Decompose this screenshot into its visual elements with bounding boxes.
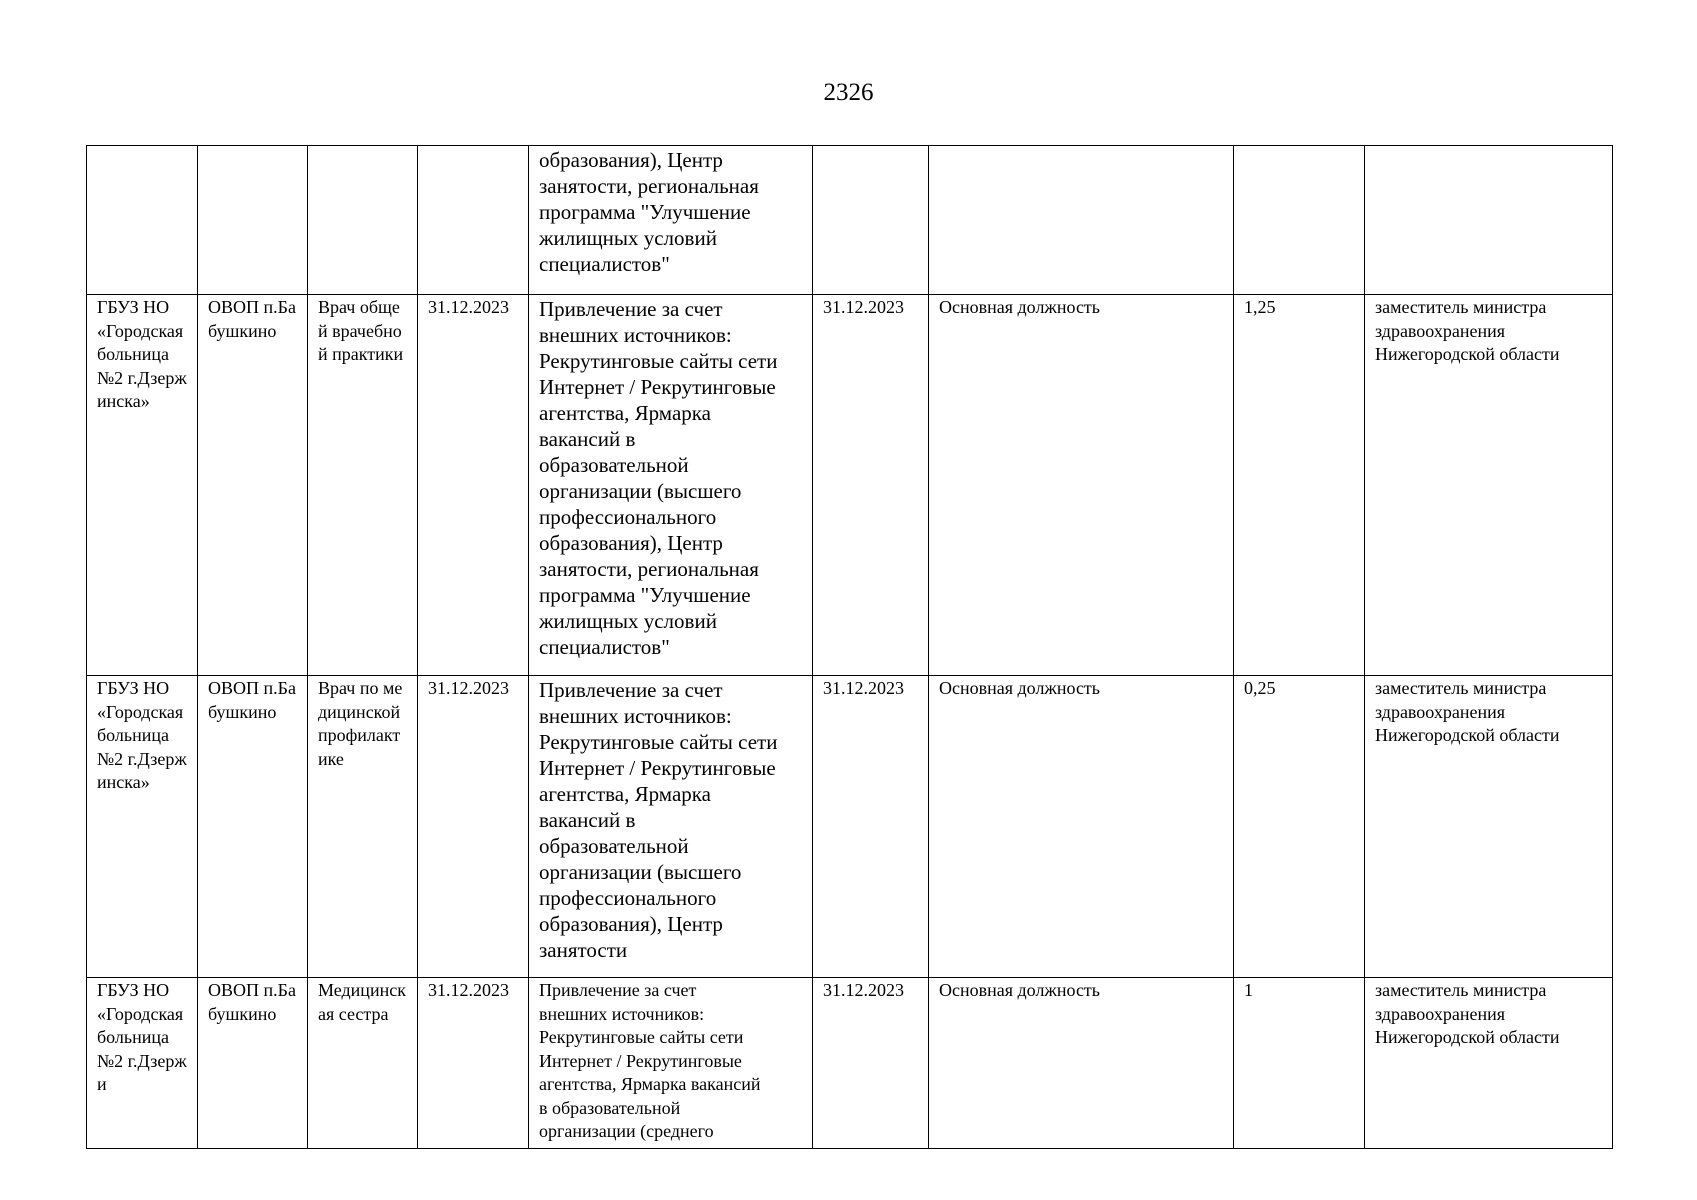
method-line: Рекрутинговые сайты сети bbox=[539, 730, 778, 754]
unit-cell bbox=[198, 146, 308, 295]
method-line: образовательной bbox=[539, 834, 689, 858]
position-type-cell: Основная должность bbox=[929, 978, 1234, 1149]
responsible-cell: заместитель министра здравоохранения Нижегородской области bbox=[1365, 676, 1613, 978]
target-date-cell bbox=[813, 146, 929, 295]
method-line: агентства, Ярмарка bbox=[539, 401, 711, 425]
method-line: образования), Центр bbox=[539, 531, 723, 555]
table-row bbox=[87, 146, 1613, 295]
method-line: агентства, Ярмарка вакансий bbox=[539, 1074, 761, 1094]
method-line: внешних источников: bbox=[539, 1003, 705, 1024]
position-type-cell bbox=[929, 146, 1234, 295]
method-line: Интернет / Рекрутинговые bbox=[539, 1050, 742, 1071]
method-line: вакансий в bbox=[539, 808, 636, 832]
method-line: организации (высшего bbox=[539, 479, 742, 503]
method-line: программа "Улучшение bbox=[539, 200, 751, 224]
organization-cell: ГБУЗ НО «Городская больница №2 г.Дзержинска» bbox=[87, 295, 198, 676]
method-line: Привлечение за счет bbox=[539, 297, 723, 321]
rate-cell: 1 bbox=[1234, 978, 1365, 1149]
recruitment-method-cell bbox=[529, 676, 813, 978]
method-line: профессионального bbox=[539, 886, 717, 910]
method-line: профессионального bbox=[539, 505, 717, 529]
rate-cell bbox=[1234, 146, 1365, 295]
method-line: специалистов" bbox=[539, 635, 670, 659]
rate-cell: 0,25 bbox=[1234, 676, 1365, 978]
deadline-cell: 31.12.2023 bbox=[418, 676, 529, 978]
method-line: образовательной bbox=[539, 453, 689, 477]
deadline-cell: 31.12.2023 bbox=[418, 978, 529, 1149]
method-line: жилищных условий bbox=[539, 226, 717, 250]
organization-cell: ГБУЗ НО «Городская больница №2 г.Дзержинска» bbox=[87, 676, 198, 978]
target-date-cell: 31.12.2023 bbox=[813, 295, 929, 676]
target-date-cell: 31.12.2023 bbox=[813, 978, 929, 1149]
method-line: Интернет / Рекрутинговые bbox=[539, 375, 776, 399]
target-date-cell: 31.12.2023 bbox=[813, 676, 929, 978]
table-row bbox=[87, 676, 1613, 978]
method-line: вакансий в bbox=[539, 427, 636, 451]
recruitment-method-cell bbox=[529, 146, 813, 295]
position-type-cell: Основная должность bbox=[929, 295, 1234, 676]
method-line: Рекрутинговые сайты сети bbox=[539, 1027, 744, 1047]
method-line: агентства, Ярмарка bbox=[539, 782, 711, 806]
method-line: Интернет / Рекрутинговые bbox=[539, 756, 776, 780]
method-line: Рекрутинговые сайты сети bbox=[539, 349, 778, 373]
position-cell: Врач по медицинской профилактике bbox=[308, 676, 418, 978]
responsible-cell: заместитель министра здравоохранения Нижегородской области bbox=[1365, 978, 1613, 1149]
deadline-cell bbox=[418, 146, 529, 295]
method-line: образования), Центр bbox=[539, 912, 723, 936]
table-row bbox=[87, 295, 1613, 676]
method-line: Привлечение за счет bbox=[539, 980, 697, 1000]
position-cell bbox=[308, 146, 418, 295]
method-line: занятости, региональная bbox=[539, 174, 759, 198]
page-number: 2326 bbox=[823, 79, 874, 106]
method-line: Привлечение за счет bbox=[539, 678, 723, 702]
method-line: внешних источников: bbox=[539, 704, 732, 728]
rate-cell: 1,25 bbox=[1234, 295, 1365, 676]
unit-cell: ОВОП п.Бабушкино bbox=[198, 676, 308, 978]
responsible-cell: заместитель министра здравоохранения Нижегородской области bbox=[1365, 295, 1613, 676]
organization-cell: ГБУЗ НО «Городская больница №2 г.Дзержи bbox=[87, 978, 198, 1149]
organization-cell bbox=[87, 146, 198, 295]
recruitment-method-cell bbox=[529, 295, 813, 676]
method-line: специалистов" bbox=[539, 252, 670, 276]
position-cell: Медицинская сестра bbox=[308, 978, 418, 1149]
method-line: образования), Центр bbox=[539, 148, 723, 172]
method-line: занятости bbox=[539, 938, 628, 962]
position-cell: Врач общей врачебной практики bbox=[308, 295, 418, 676]
position-type-cell: Основная должность bbox=[929, 676, 1234, 978]
method-line: программа "Улучшение bbox=[539, 583, 751, 607]
method-line: в образовательной bbox=[539, 1097, 681, 1118]
unit-cell: ОВОП п.Бабушкино bbox=[198, 978, 308, 1149]
method-line: занятости, региональная bbox=[539, 557, 759, 581]
table-row bbox=[87, 978, 1613, 1149]
method-line: организации (высшего bbox=[539, 860, 742, 884]
recruitment-method-cell bbox=[529, 978, 813, 1149]
method-line: внешних источников: bbox=[539, 323, 732, 347]
deadline-cell: 31.12.2023 bbox=[418, 295, 529, 676]
responsible-cell bbox=[1365, 146, 1613, 295]
staffing-table bbox=[86, 145, 1613, 1149]
method-line: организации (среднего bbox=[539, 1121, 714, 1141]
unit-cell: ОВОП п.Бабушкино bbox=[198, 295, 308, 676]
method-line: жилищных условий bbox=[539, 609, 717, 633]
